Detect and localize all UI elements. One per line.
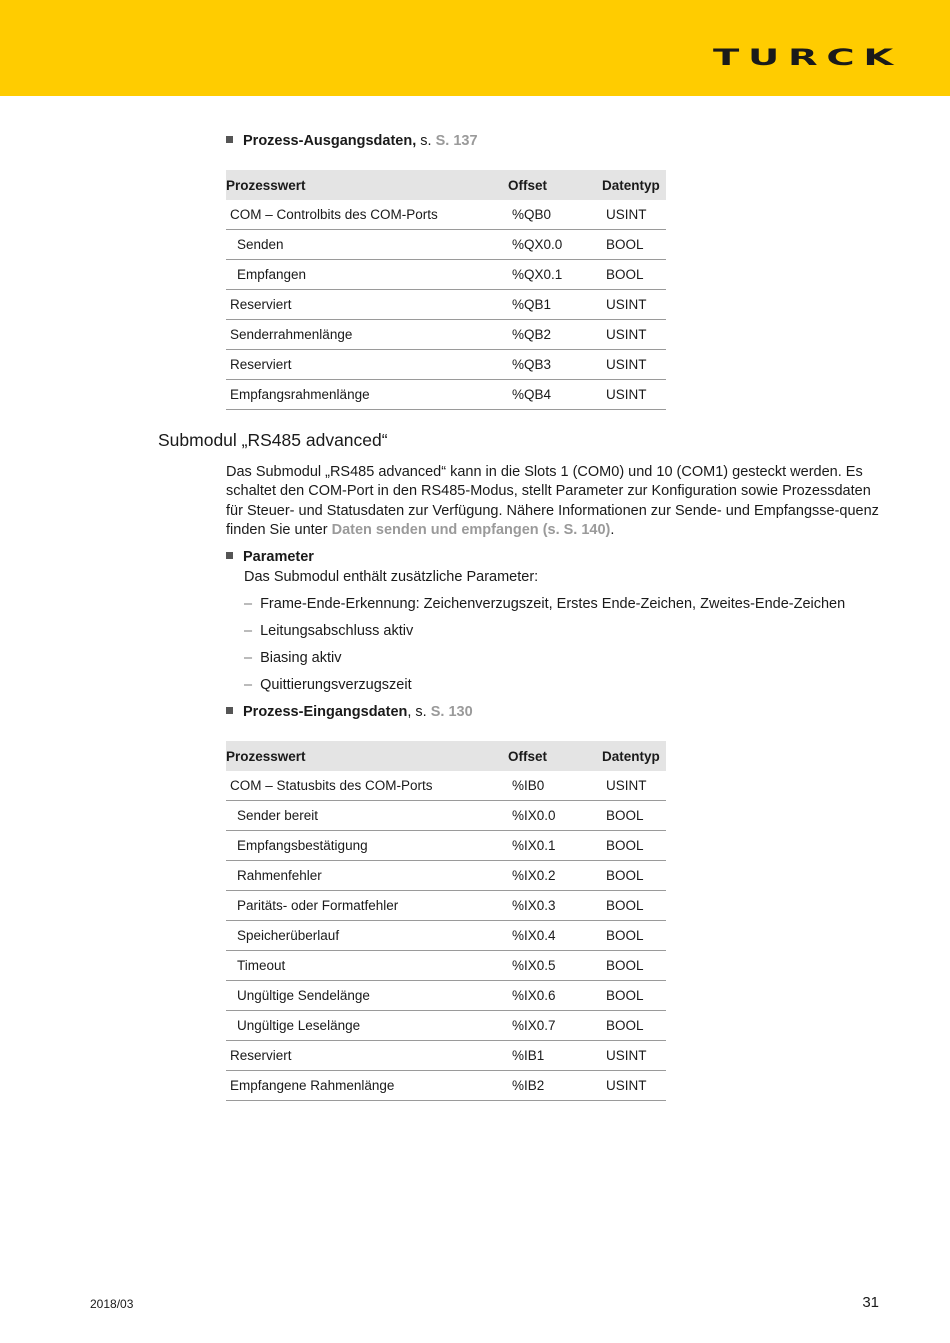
table-row: COM – Statusbits des COM-Ports %IB0 USINT [226, 771, 666, 801]
turck-logo: TURCK [712, 46, 902, 71]
parameter-intro: Das Submodul enthält zusätzliche Parameter: [244, 569, 539, 585]
table-row: Empfangen %QX0.1 BOOL [226, 260, 666, 290]
output-data-table [226, 170, 666, 410]
table-row: Ungültige Leselänge %IX0.7 BOOL [226, 1011, 666, 1041]
square-bullet-icon [226, 707, 233, 714]
table-row: Reserviert %IB1 USINT [226, 1041, 666, 1071]
table-row: Empfangene Rahmenlänge %IB2 USINT [226, 1071, 666, 1101]
table-row: Rahmenfehler %IX0.2 BOOL [226, 861, 666, 891]
page-number: 31 [862, 1294, 879, 1311]
list-item: – Leitungsabschluss aktiv [244, 623, 414, 639]
table-row: COM – Controlbits des COM-Ports %QB0 USINT [226, 200, 666, 230]
footer-date: 2018/03 [90, 1297, 134, 1311]
column-header-prozesswert: Prozesswert [226, 741, 508, 771]
section-paragraph: Das Submodul „RS485 advanced“ kann in die Slots 1 (COM0) und 10 (COM1) gesteckt werden. Es schaltet den COM-Port in den RS485-Modus, stellt Parameter zur Konfiguration sowie Prozessdaten für Steuer- und Statusdaten zur Verfügung. Nähere Informationen zur Sende- und Empfangsse-quenz finden Sie unter Daten senden und empfangen (s. S. 140). [226, 464, 879, 538]
section-title: Submodul „RS485 advanced“ [158, 430, 388, 450]
table-row: Empfangsbestätigung %IX0.1 BOOL [226, 831, 666, 861]
table-row: Empfangsrahmenlänge %QB4 USINT [226, 380, 666, 410]
table-header-row [226, 741, 666, 771]
input-data-bullet: Prozess-Eingangsdaten, s. S. 130 [226, 702, 473, 722]
table-row: Timeout %IX0.5 BOOL [226, 951, 666, 981]
header-band [0, 0, 950, 96]
column-header-offset: Offset [508, 170, 602, 200]
square-bullet-icon [226, 552, 233, 559]
column-header-offset: Offset [508, 741, 602, 771]
list-item: – Biasing aktiv [244, 650, 342, 666]
page-link-130[interactable]: S. 130 [430, 704, 473, 720]
table-row: Senden %QX0.0 BOOL [226, 230, 666, 260]
column-header-datentyp: Datentyp [602, 170, 666, 200]
output-data-bullet: Prozess-Ausgangsdaten, s. S. 137 [226, 131, 478, 151]
table-header-row [226, 170, 666, 200]
square-bullet-icon [226, 136, 233, 143]
table-row: Sender bereit %IX0.0 BOOL [226, 801, 666, 831]
table-row: Paritäts- oder Formatfehler %IX0.3 BOOL [226, 891, 666, 921]
parameter-bullet: Parameter [226, 547, 314, 567]
table-row: Senderrahmenlänge %QB2 USINT [226, 320, 666, 350]
list-item: – Quittierungsverzugszeit [244, 677, 412, 693]
table-row: Reserviert %QB3 USINT [226, 350, 666, 380]
link-daten-senden[interactable]: Daten senden und empfangen (s. S. 140) [331, 521, 611, 538]
table-row: Reserviert %QB1 USINT [226, 290, 666, 320]
column-header-datentyp: Datentyp [602, 741, 666, 771]
column-header-prozesswert: Prozesswert [226, 170, 508, 200]
table-row: Speicherüberlauf %IX0.4 BOOL [226, 921, 666, 951]
page-link-137[interactable]: S. 137 [435, 133, 478, 149]
list-item: – Frame-Ende-Erkennung: Zeichenverzugszeit, Erstes Ende-Zeichen, Zweites-Ende-Zeichen [244, 596, 846, 612]
input-data-table [226, 741, 666, 1101]
table-row: Ungültige Sendelänge %IX0.6 BOOL [226, 981, 666, 1011]
